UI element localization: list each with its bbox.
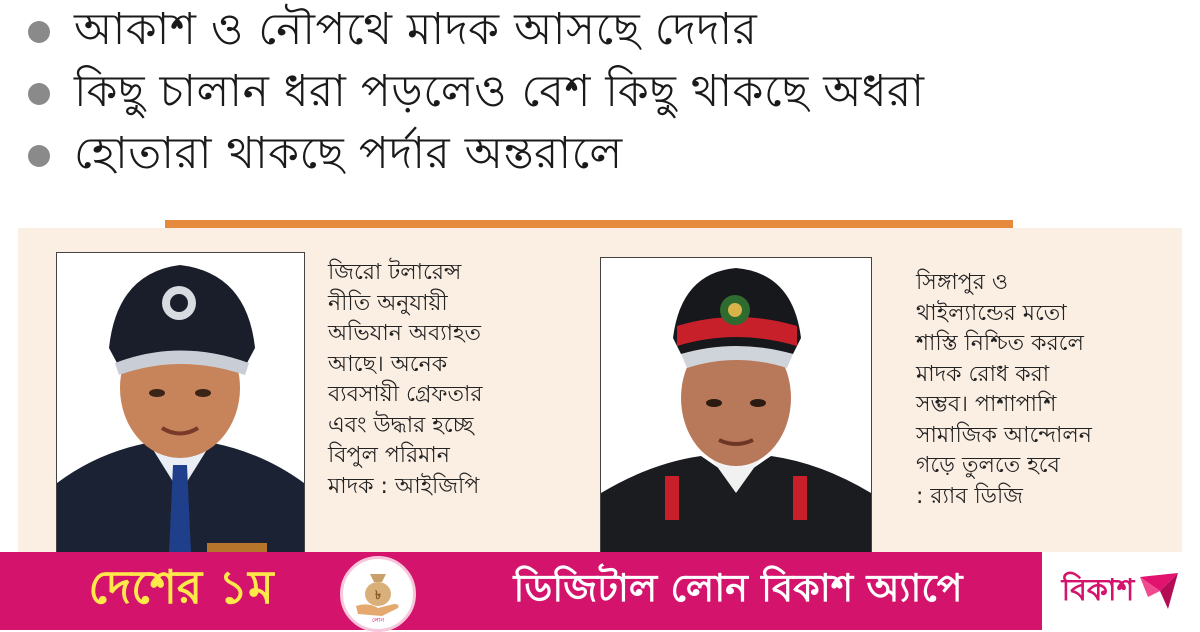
banner-tagline xyxy=(438,552,1038,630)
bkash-logo-text: বিকাশ xyxy=(1061,572,1135,608)
bullet-text: আকাশ ও নৌপথে মাদক আসছে দেদার xyxy=(74,3,758,55)
quote-rab-dg: সিঙ্গাপুর ও থাইল্যান্ডের মতো শাস্তি নিশ্চিত করলে মাদক রোধ করা সম্ভব। পাশাপাশি সামাজিক আন্দোলন গড়ে তুলতে হবে : র‍্যাব ডিজি xyxy=(916,270,1092,509)
headline-bullets xyxy=(0,0,1200,215)
officer-photo-left xyxy=(56,252,305,560)
svg-text:৳: ৳ xyxy=(375,588,381,602)
bullet-dot-icon xyxy=(28,145,50,167)
money-bag-hand-icon xyxy=(348,564,408,624)
rab-officer-portrait-icon xyxy=(601,258,871,559)
bullet-dot-icon xyxy=(28,21,50,43)
bullet-dot-icon xyxy=(28,83,50,105)
bkash-bird-icon xyxy=(1138,571,1180,611)
officer-photo-right xyxy=(600,257,872,560)
badge-text: লোন xyxy=(371,617,385,624)
banner-first-label xyxy=(0,552,362,630)
bullet-text: কিছু চালান ধরা পড়লেও বেশ কিছু থাকছে অধরা xyxy=(74,65,925,117)
bullet-item xyxy=(28,126,623,186)
bullet-text: হোতারা থাকছে পর্দার অন্তরালে xyxy=(74,127,623,179)
quote-igp: জিরো টলারেন্স নীতি অনুযায়ী অভিযান অব্যাহত আছে। অনেক ব্যবসায়ী গ্রেফতার এবং উদ্ধার হচ্ছে বিপুল পরিমান মাদক : আইজিপি xyxy=(328,260,483,499)
banner-first-text: দেশের ১ম xyxy=(88,560,274,614)
police-officer-portrait-icon xyxy=(57,253,304,559)
banner-tagline-text: ডিজিটাল লোন বিকাশ অ্যাপে xyxy=(513,566,963,610)
bullet-item xyxy=(28,64,925,124)
bullet-item xyxy=(28,2,757,62)
divider-rule xyxy=(165,220,1013,228)
loan-badge xyxy=(340,556,416,632)
quotes-panel xyxy=(18,228,1182,558)
bkash-logo xyxy=(1042,552,1200,630)
advertisement-banner[interactable] xyxy=(0,552,1200,630)
